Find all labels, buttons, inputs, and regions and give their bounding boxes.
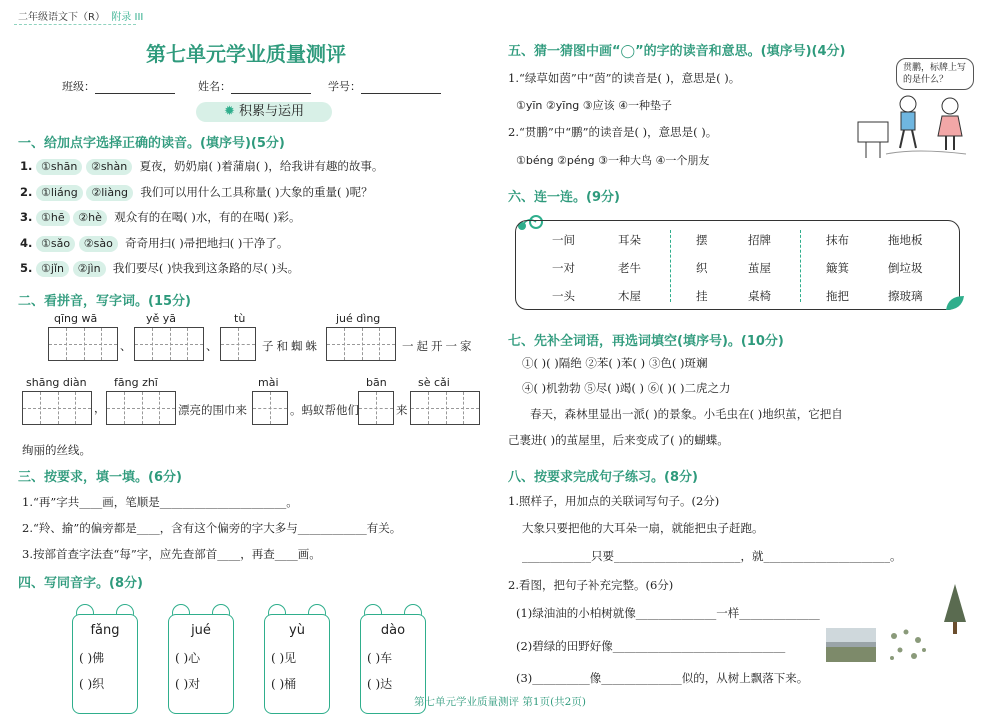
row-sentence: 我们要尽( )快我到这条路的尽( )头。 [112,261,300,275]
s3-q2[interactable]: 2.“羚、揄”的偏旁都是____，含有这个偏旁的字大多与____________有关。 [22,521,402,535]
card-pinyin: dào [380,623,406,638]
write-grid-3[interactable] [220,327,256,361]
match-word[interactable]: 抹布 [826,233,849,247]
page-title: 第七单元学业质量测评 [146,42,346,66]
section-2-title: 二、看拼音，写字词。(15分) [18,294,191,309]
match-word[interactable]: 桌椅 [748,289,771,303]
cypress-tree-icon [940,582,970,636]
option-b[interactable]: ②sào [79,236,118,252]
option-a[interactable]: ①jǐn [36,261,69,277]
left-page [0,0,492,728]
option-b[interactable]: ②shàn [86,159,132,175]
option-a[interactable]: ①shān [36,159,82,175]
comma-3: ， [94,401,106,415]
class-label: 班级： [62,80,95,93]
s3-q1[interactable]: 1.“再”字共____画，笔顺是______________________。 [22,495,298,509]
page-footer: 第七单元学业质量测评 第1页(共2页) [414,696,586,708]
match-word[interactable]: 挂 [696,289,708,303]
s8-q1: 1.照样子，用加点的关联词写句子。(2分) [508,494,720,508]
s3-q3[interactable]: 3.按部首查字法查“每”字，应先查部首____，再查____画。 [22,547,321,561]
match-word[interactable]: 摆 [696,233,708,247]
id-label: 学号： [328,80,361,93]
text-scarf: 漂亮的围巾来 [178,403,247,417]
text-ants: 。蚂蚁帮他们 [290,403,359,417]
grade-label: 二年级语文下（R） [18,12,105,23]
row-sentence: 我们可以用什么工具称量( )大象的重量( )呢？ [140,184,373,199]
option-b[interactable]: ②liàng [86,185,133,201]
s7-row1[interactable]: ①( )( )隔绝 ②苯( )苯( ) ③色( )斑斓 [522,356,708,370]
option-a[interactable]: ①liáng [36,185,83,201]
match-word[interactable]: 耳朵 [618,233,641,247]
s7-paragraph-1[interactable]: 春天，森林里显出一派( )的景象。小毛虫在( )地织茧，它把自 [530,407,843,421]
option-b[interactable]: ②jìn [73,261,106,277]
header-divider [14,24,136,25]
pinyin-5: shāng diàn [26,376,87,389]
s1-row[interactable] [20,209,300,226]
write-grid-9[interactable] [410,391,480,425]
card-row-2[interactable]: ( )织 [79,677,105,691]
match-word[interactable]: 一头 [552,289,575,303]
pinyin-8: bān [366,376,387,389]
card-pinyin: fǎng [90,623,120,638]
row-number: 4. [20,235,33,250]
match-word[interactable]: 茧屋 [748,261,771,275]
match-divider-2 [800,230,801,302]
class-blank[interactable] [95,82,175,94]
text-mid: 子和蜘蛛 [262,339,320,353]
section-5-title: 五、猜一猜图中画“◯”的字的读音和意思。(填序号)(4分) [508,44,846,59]
match-divider-1 [670,230,671,302]
card-row-1[interactable]: ( )心 [175,651,201,665]
option-b[interactable]: ②hè [73,210,107,226]
s8-sentence-3[interactable]: (3)__________像______________似的，从树上飘落下来。 [516,671,809,685]
comma-2: 、 [206,339,218,353]
s5-options-1: ①yīn ②yīng ③应该 ④一种垫子 [516,99,672,112]
text-end: 一起开一家 [402,339,475,353]
card-row-2[interactable]: ( )桶 [271,677,297,691]
section-1-title: 一、给加点字选择正确的读音。(填序号)(5分) [18,136,285,151]
s1-row[interactable] [20,260,299,277]
row-number: 3. [20,210,33,224]
pinyin-2: yě yā [146,312,177,325]
match-word[interactable]: 倒垃圾 [888,261,923,275]
match-word[interactable]: 拖把 [826,289,849,303]
name-field[interactable] [198,78,311,94]
section-4-title: 四、写同音字。(8分) [18,576,143,591]
write-grid-2[interactable] [134,327,204,361]
card-row-2[interactable]: ( )达 [367,677,393,691]
name-label: 姓名： [198,80,231,93]
s7-row2[interactable]: ④( )机勃勃 ⑤尽( )竭( ) ⑥( )( )二虎之力 [522,381,731,395]
kids-sign-illustration [856,58,974,162]
children-icon [856,88,974,162]
falling-leaves-icon [884,626,932,664]
section-8-title: 八、按要求完成句子练习。(8分) [508,470,698,485]
s8-q2: 2.看图，把句子补充完整。(6分) [508,578,674,592]
leaf-icon [944,294,966,312]
s5-q2[interactable]: 2.“贯鹏”中“鹏”的读音是( )，意思是( )。 [508,125,718,139]
text-lai: 来 [396,403,408,417]
option-a[interactable]: ①hē [36,210,70,226]
s1-row[interactable] [20,158,383,175]
s8-example: 大象只要把他的大耳朵一扇，就能把虫子赶跑。 [522,521,764,535]
section-3-title: 三、按要求，填一填。(6分) [18,470,182,485]
field-photo-icon [826,628,876,662]
section-pill [196,102,332,122]
card-pinyin: jué [191,623,211,638]
match-word[interactable]: 织 [696,261,708,275]
s5-q1[interactable]: 1.“绿草如茵”中“茵”的读音是( )，意思是( )。 [508,71,741,85]
match-word[interactable]: 老牛 [618,261,641,275]
s8-sentence-1[interactable]: (1)绿油油的小柏树就像______________一样______________ [516,606,820,620]
s1-row[interactable] [20,235,288,252]
appendix-label: 附录 III [111,12,144,23]
option-a[interactable]: ①sǎo [36,236,75,252]
row-sentence: 夏夜，奶奶扇( )着蒲扇( )，给我讲有趣的故事。 [139,159,384,173]
pinyin-1: qīng wā [54,312,98,325]
section-6-title: 六、连一连。(9分) [508,190,620,205]
comma-1: 、 [120,339,132,353]
row-number: 1. [20,159,33,173]
write-grid-5[interactable] [22,391,92,425]
s8-sentence-2[interactable]: (2)碧绿的田野好像______________________________ [516,639,786,653]
write-grid-7[interactable] [252,391,288,425]
write-grid-6[interactable] [106,391,176,425]
match-word[interactable]: 木屋 [618,289,641,303]
match-word[interactable]: 擦玻璃 [888,289,923,303]
right-page [500,0,1000,728]
card-row-1[interactable]: ( )佛 [79,651,105,665]
s5-options-2: ①béng ②péng ③一种大鸟 ④一个朋友 [516,154,710,167]
pinyin-4: jué dìng [336,312,381,325]
match-word[interactable]: 拖地板 [888,233,923,247]
match-word[interactable]: 簸箕 [826,261,849,275]
match-word[interactable]: 一间 [552,233,575,247]
write-grid-1[interactable] [48,327,118,361]
speech-bubble: 贯鹏，标牌上写的是什么？ [896,58,974,90]
write-grid-4[interactable] [326,327,396,361]
pinyin-6: fāng zhī [114,376,158,389]
card-row-2[interactable]: ( )对 [175,677,201,691]
class-field[interactable] [62,78,175,94]
s8-fill[interactable]: ____________只要______________________，就______________________。 [522,549,902,563]
section-7-title: 七、先补全词语，再选词填空(填序号)。(10分) [508,334,784,349]
row-number: 5. [20,261,33,275]
row-sentence: 观众有的在喝( )水，有的在喝( )彩。 [114,210,301,224]
sparkle-icon: ✹ [223,104,239,119]
write-grid-8[interactable] [358,391,394,425]
text-tail: 绚丽的丝线。 [22,443,91,457]
id-field[interactable] [328,78,441,94]
header [18,8,143,23]
s1-row[interactable] [20,184,373,201]
row-number: 2. [20,184,33,199]
section-pill-label: 积累与运用 [239,104,305,119]
pinyin-7: mài [258,376,279,389]
card-pinyin: yù [289,623,305,638]
pinyin-9: sè cǎi [418,376,450,389]
pinyin-3: tù [234,312,246,325]
s7-paragraph-2[interactable]: 己裹进( )的茧屋里，后来变成了( )的蝴蝶。 [508,433,729,447]
name-blank[interactable] [231,82,311,94]
row-sentence: 奇奇用扫( )帚把地扫( )干净了。 [125,235,289,250]
match-word[interactable]: 一对 [552,261,575,275]
match-word[interactable]: 招牌 [748,233,771,247]
card-row-1[interactable]: ( )见 [271,651,297,665]
id-blank[interactable] [361,82,441,94]
card-row-1[interactable]: ( )车 [367,651,393,665]
